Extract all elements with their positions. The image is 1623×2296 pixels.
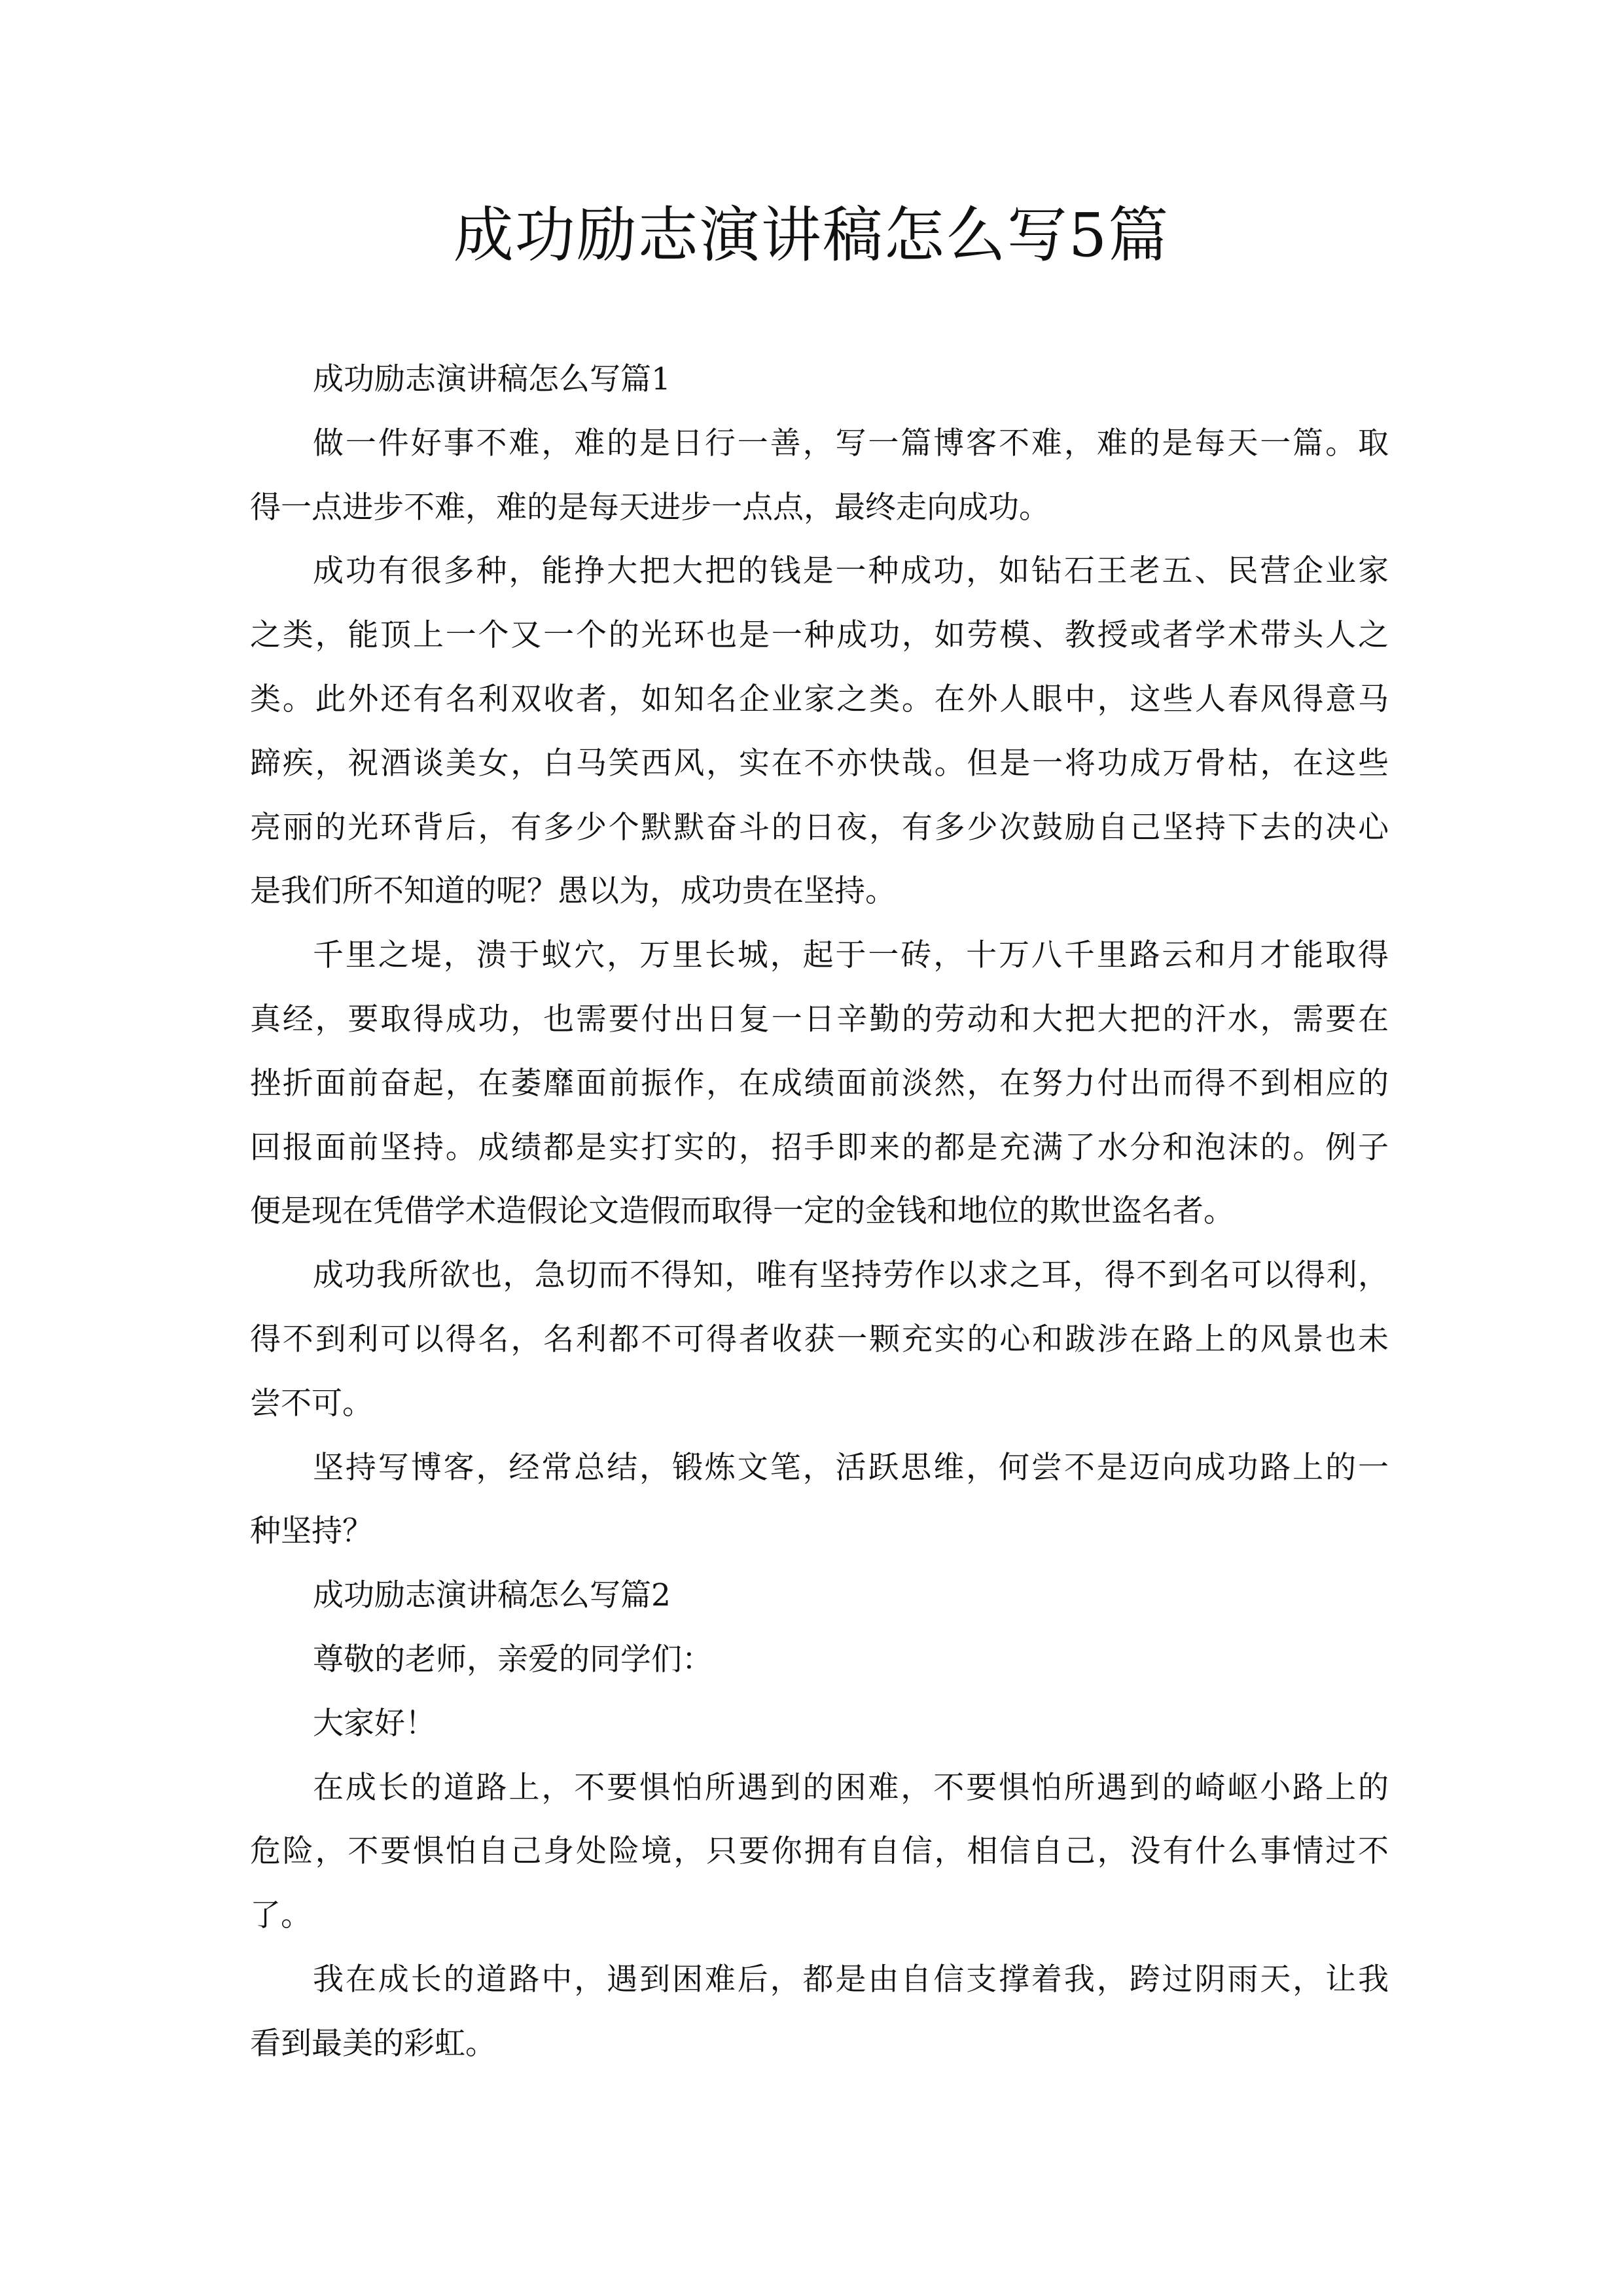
text-line: 成功有很多种，能挣大把大把的钱是一种成功，如钻石王老五、民营企业家 [313,553,1389,590]
text-line: 真经，要取得成功，也需要付出日复一日辛勤的劳动和大把大把的汗水，需要在 [250,1001,1389,1037]
text-line: 危险，不要惧怕自己身处险境，只要你拥有自信，相信自己，没有什么事情过不 [250,1833,1389,1870]
paragraph [250,1628,1389,1692]
text-line: 便是现在凭借学术造假论文造假而取得一定的金钱和地位的欺世盗名者。 [250,1193,1234,1230]
text-line: 尝不可。 [250,1385,373,1422]
text-line: 是我们所不知道的呢？愚以为，成功贵在坚持。 [250,873,896,910]
text-line: 了。 [250,1897,312,1934]
paragraph [250,539,1389,924]
paragraph [250,1436,1389,1564]
text-line: 得不到利可以得名，名利都不可得者收获一颗充实的心和跋涉在路上的风景也未 [250,1321,1389,1357]
text-line: 之类，能顶上一个又一个的光环也是一种成功，如劳模、教授或者学术带头人之 [250,617,1389,654]
paragraph [250,1756,1389,1948]
text-line: 千里之堤，溃于蚁穴，万里长城，起于一砖，十万八千里路云和月才能取得 [313,937,1389,974]
text-line: 亮丽的光环背后，有多少个默默奋斗的日夜，有多少次鼓励自己坚持下去的决心 [250,809,1389,846]
text-line: 大家好！ [313,1705,436,1742]
text-line: 我在成长的道路中，遇到困难后，都是由自信支撑着我，跨过阴雨天，让我 [313,1961,1389,1998]
text-line: 类。此外还有名利双收者，如知名企业家之类。在外人眼中，这些人春风得意马 [250,681,1389,717]
text-line: 得一点进步不难，难的是每天进步一点点，最终走向成功。 [250,489,1050,526]
text-line: 做一件好事不难，难的是日行一善，写一篇博客不难，难的是每天一篇。取 [313,425,1389,461]
paragraph [250,924,1389,1244]
text-line: 成功励志演讲稿怎么写篇1 [313,361,671,397]
paragraph [250,1244,1389,1435]
text-line: 种坚持？ [250,1513,373,1550]
text-line: 成功我所欲也，急切而不得知，唯有坚持劳作以求之耳，得不到名可以得利， [313,1257,1389,1294]
text-line: 挫折面前奋起，在萎靡面前振作，在成绩面前淡然，在努力付出而得不到相应的 [250,1065,1389,1102]
paragraph [250,1692,1389,1756]
text-line: 坚持写博客，经常总结，锻炼文笔，活跃思维，何尝不是迈向成功路上的一 [313,1449,1389,1486]
paragraph [250,1948,1389,2076]
text-line: 尊敬的老师，亲爱的同学们： [313,1641,713,1677]
document-body [250,348,1389,2076]
text-line: 成功励志演讲稿怎么写篇2 [313,1577,671,1614]
paragraph [250,348,1389,412]
paragraph [250,1564,1389,1628]
text-line: 看到最美的彩虹。 [250,2025,496,2062]
text-line: 蹄疾，祝酒谈美女，白马笑西风，实在不亦快哉。但是一将功成万骨枯，在这些 [250,745,1389,781]
text-line: 在成长的道路上，不要惧怕所遇到的困难，不要惧怕所遇到的崎岖小路上的 [313,1769,1389,1806]
paragraph [250,412,1389,540]
document-title: 成功励志演讲稿怎么写5篇 [453,200,1170,270]
text-line: 回报面前坚持。成绩都是实打实的，招手即来的都是充满了水分和泡沫的。例子 [250,1129,1389,1166]
